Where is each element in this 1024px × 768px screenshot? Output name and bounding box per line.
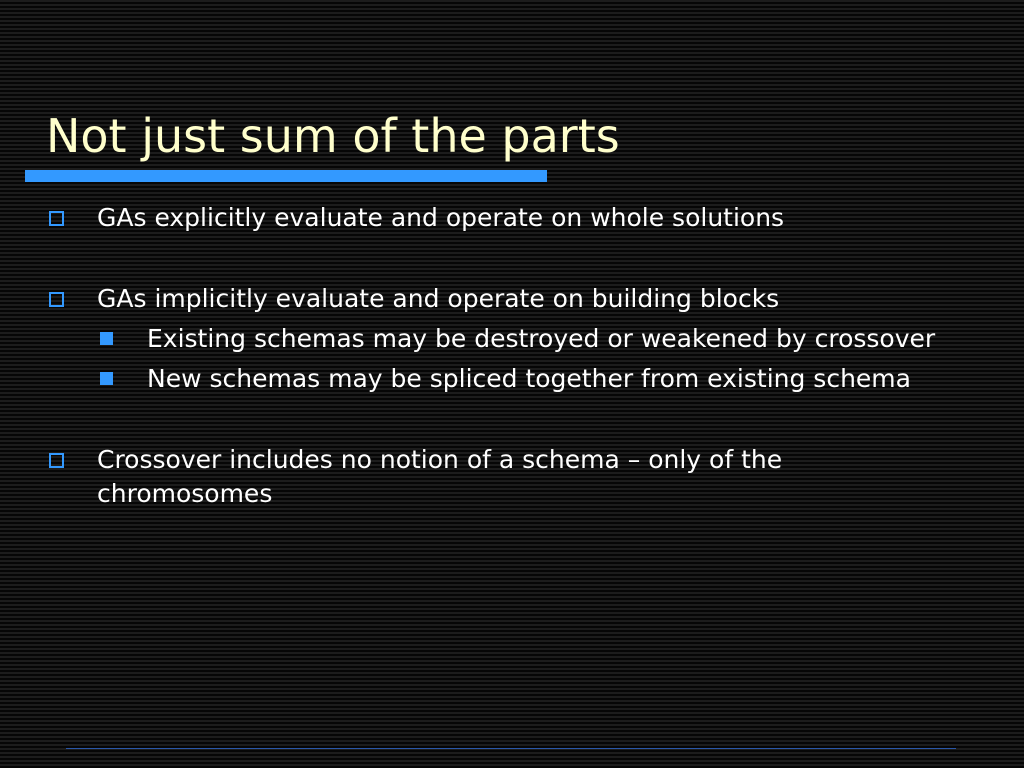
bullet-text: Crossover includes no notion of a schema – only of the chromosomes [97,445,783,508]
sub-bullet-text: New schemas may be spliced together from existing schema [147,364,911,393]
filled-square-bullet-icon [100,372,113,385]
slide-title: Not just sum of the parts [46,109,620,163]
footer-divider-line [66,748,956,749]
bullet-text: GAs explicitly evaluate and operate on whole solutions [97,203,785,232]
bullet-list [46,201,946,511]
sub-bullet-item [97,322,946,356]
bullet-text: GAs implicitly evaluate and operate on building blocks [97,284,780,313]
bullet-item [46,443,946,511]
bullet-item [46,282,946,396]
sub-bullet-text: Existing schemas may be destroyed or weakened by crossover [147,324,936,353]
title-underline-bar [25,170,547,182]
sub-bullet-list [97,322,946,396]
sub-bullet-item [97,362,946,396]
hollow-square-bullet-icon [49,211,64,226]
bullet-item [46,201,946,235]
hollow-square-bullet-icon [49,292,64,307]
hollow-square-bullet-icon [49,453,64,468]
filled-square-bullet-icon [100,332,113,345]
